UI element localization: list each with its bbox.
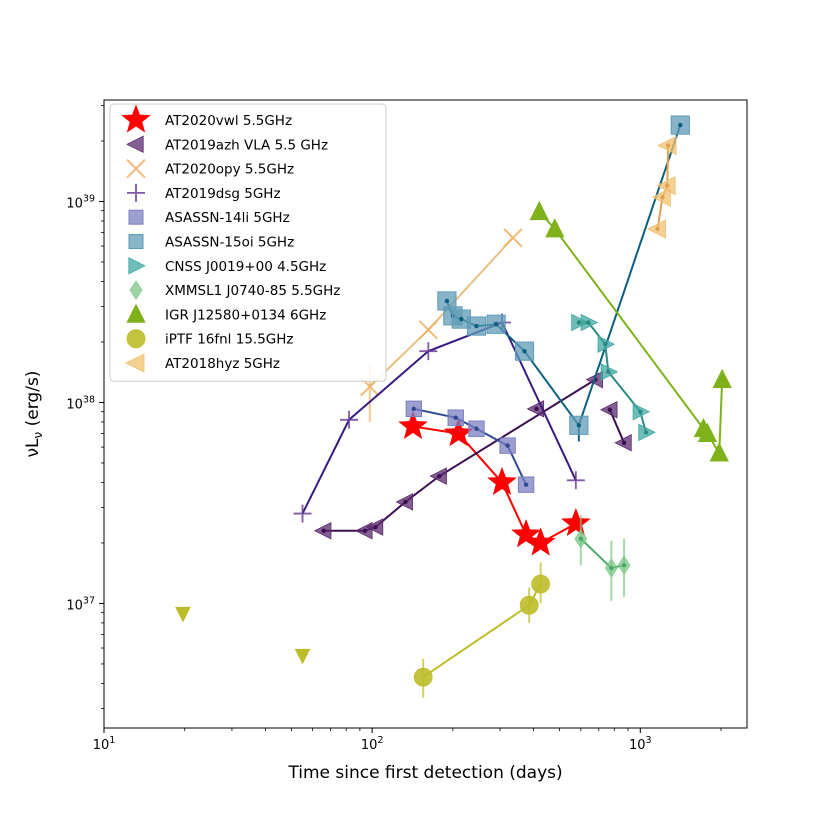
- data-point-center: [522, 349, 526, 353]
- data-point-center: [494, 322, 498, 326]
- data-point-center: [622, 441, 626, 445]
- data-point-center: [644, 430, 648, 434]
- data-point-center: [363, 529, 367, 533]
- data-point: [414, 668, 432, 686]
- data-point: [532, 575, 550, 593]
- data-point-center: [655, 227, 659, 231]
- x-tick-label: $10^2$: [360, 735, 384, 753]
- y-tick-label: $10^{39}$: [66, 193, 95, 212]
- data-point-center: [437, 474, 441, 478]
- y-axis-label-unit: (erg/s): [23, 370, 43, 432]
- legend-marker: [127, 330, 145, 348]
- legend: [110, 104, 386, 381]
- legend-label: ASASSN-15oi 5GHz: [165, 234, 295, 251]
- data-point-center: [638, 409, 642, 413]
- data-point-center: [579, 536, 583, 540]
- data-point-center: [603, 342, 607, 346]
- data-point-center: [665, 183, 669, 187]
- data-point-center: [373, 525, 377, 529]
- data-point-center: [622, 563, 626, 567]
- legend-marker: [129, 235, 143, 249]
- legend-marker: [129, 210, 143, 224]
- legend-label: AT2020opy 5.5GHz: [165, 161, 295, 178]
- y-axis-label-sub: ν: [31, 431, 45, 439]
- data-point-center: [586, 320, 590, 324]
- data-point: [520, 596, 538, 614]
- data-point-center: [666, 143, 670, 147]
- data-point-center: [445, 299, 449, 303]
- data-point-center: [474, 427, 478, 431]
- y-axis-label-main: νL: [23, 438, 43, 458]
- data-point-center: [660, 195, 664, 199]
- y-tick-label: $10^{37}$: [66, 595, 95, 614]
- data-point-center: [577, 320, 581, 324]
- data-point-center: [322, 529, 326, 533]
- legend-label: AT2020vwl 5.5GHz: [165, 113, 293, 129]
- data-point-center: [608, 408, 612, 412]
- legend-label: iPTF 16fnl 15.5GHz: [165, 331, 294, 348]
- data-point-center: [505, 443, 509, 447]
- data-point-center: [454, 415, 458, 419]
- legend-label: ASASSN-14li 5GHz: [165, 210, 290, 227]
- data-point-center: [678, 123, 682, 127]
- x-tick-label: $10^1$: [92, 735, 116, 753]
- data-point-center: [403, 500, 407, 504]
- data-point-center: [412, 407, 416, 411]
- data-point-center: [459, 317, 463, 321]
- data-point-center: [534, 407, 538, 411]
- legend-label: CNSS J0019+00 4.5GHz: [165, 258, 327, 275]
- x-tick-label: $10^3$: [628, 735, 652, 753]
- x-axis-label: Time since first detection (days): [288, 763, 563, 783]
- legend-label: AT2018hyz 5GHz: [165, 356, 281, 372]
- y-tick-label: $10^{38}$: [66, 394, 95, 413]
- legend-label: AT2019azh VLA 5.5 GHz: [165, 137, 329, 154]
- data-point-center: [577, 423, 581, 427]
- data-point-center: [609, 566, 613, 570]
- legend-label: XMMSL1 J0740-85 5.5GHz: [165, 283, 341, 300]
- y-axis-label: [23, 371, 45, 458]
- data-point-center: [474, 324, 478, 328]
- data-point-center: [524, 482, 528, 486]
- data-point-center: [606, 370, 610, 374]
- legend-label: AT2019dsg 5GHz: [165, 185, 281, 202]
- legend-label: IGR J12580+0134 6GHz: [165, 307, 327, 324]
